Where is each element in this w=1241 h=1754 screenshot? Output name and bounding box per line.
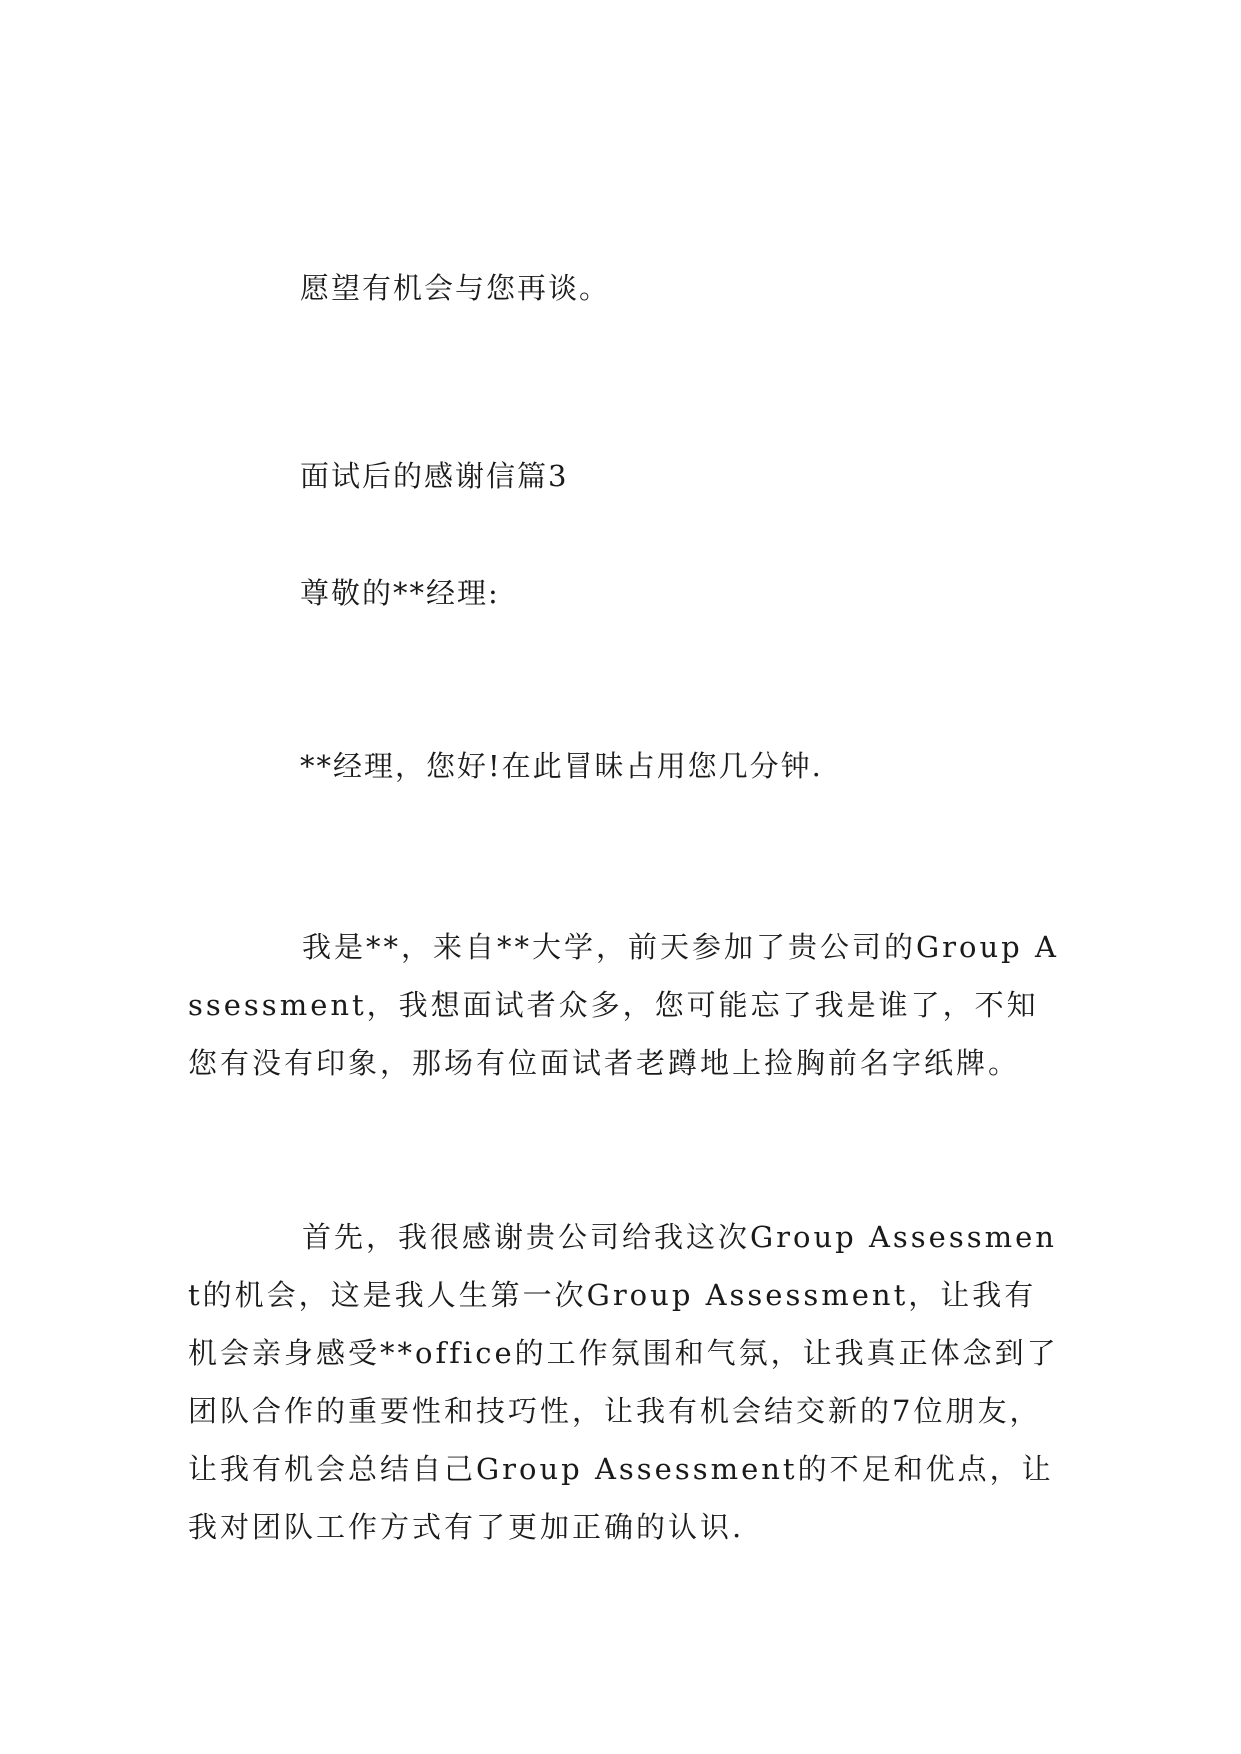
- paragraph-intro: 我是**，来自**大学，前天参加了贵公司的Group Assessment，我想面试者众多，您可能忘了我是谁了，不知您有没有印象，那场有位面试者老蹲地上捡胸前名字纸牌。: [188, 930, 1059, 1080]
- paragraph-thanks: 首先，我很感谢贵公司给我这次Group Assessment的机会，这是我人生第一次Group Assessment，让我有机会亲身感受**office的工作氛围和气氛，让我真正体念到了团队合作的重要性和技巧性，让我有机会结交新的7位朋友，让我有机会总结自己Group Assessment的不足和优点，让我对团队工作方式有了更加正确的认识.: [188, 1220, 1059, 1544]
- greeting-line: **经理，您好!在此冒昧占用您几分钟.: [300, 749, 823, 783]
- section-title: 面试后的感谢信篇3: [300, 459, 569, 493]
- salutation: 尊敬的**经理:: [300, 576, 500, 610]
- closing-line: 愿望有机会与您再谈。: [300, 271, 611, 305]
